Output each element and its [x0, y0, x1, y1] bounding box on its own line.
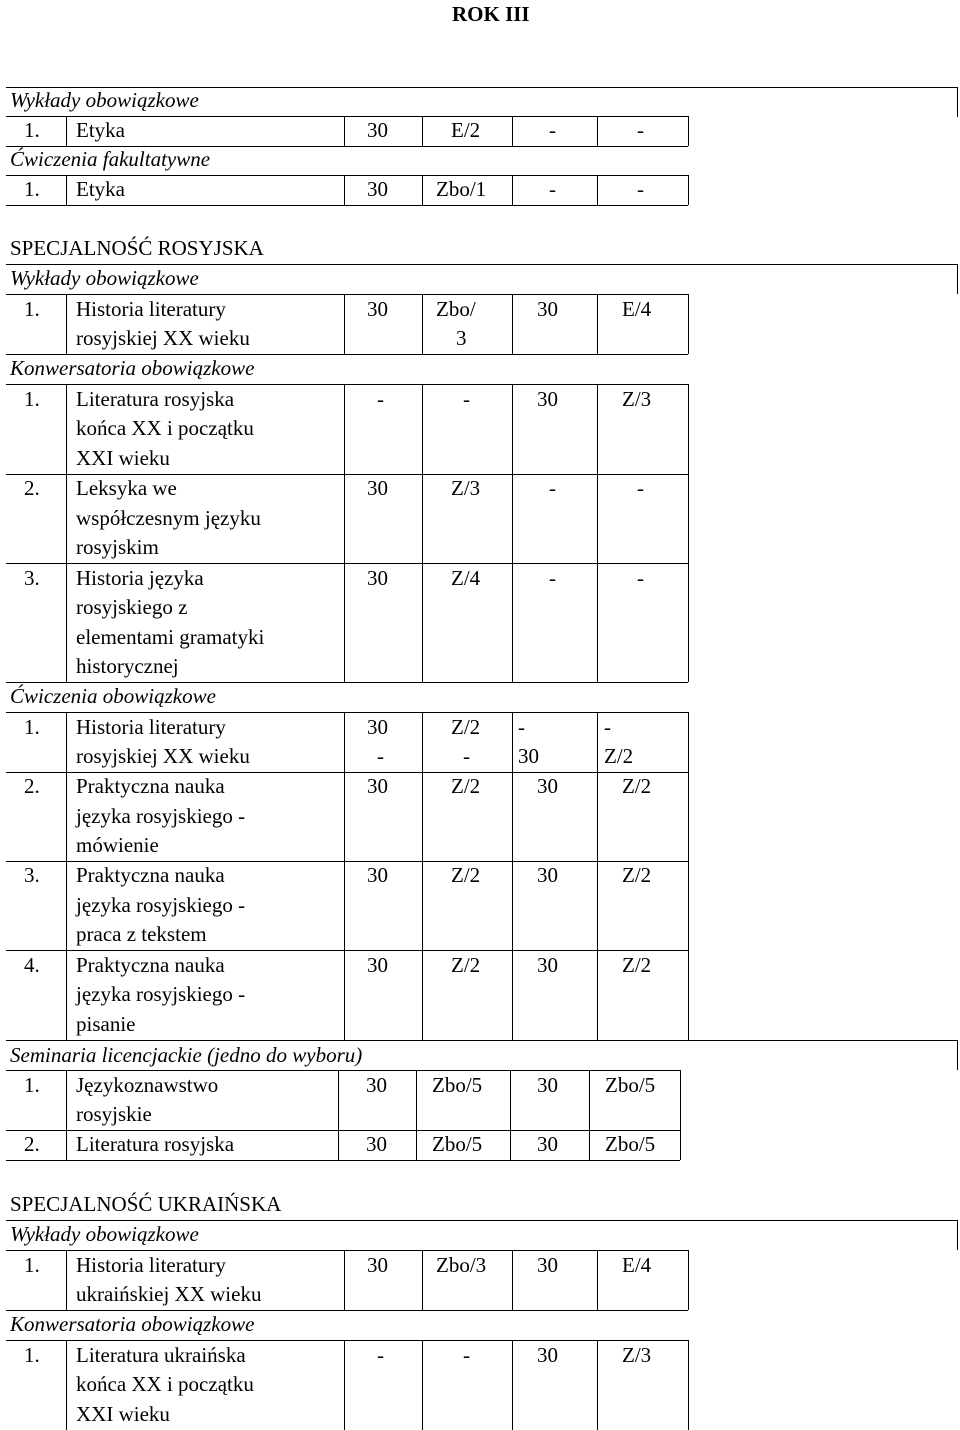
- divider: [66, 175, 67, 205]
- form-cell: -: [637, 177, 644, 201]
- hours-cell: -: [549, 476, 556, 500]
- specialization-heading: SPECJALNOŚĆ ROSYJSKA: [10, 236, 264, 260]
- hours-cell: 30: [367, 118, 388, 142]
- row-number: 3.: [24, 863, 40, 887]
- form-cell: Zbo/3: [436, 1253, 487, 1277]
- course-name: praca z tekstem: [76, 922, 207, 946]
- hours-cell: 30: [537, 297, 558, 321]
- hours-cell: -: [377, 744, 384, 768]
- course-name: Historia literatury: [76, 715, 226, 739]
- hours-cell: 30: [537, 953, 558, 977]
- course-name: języka rosyjskiego -: [76, 982, 246, 1006]
- hours-cell: 30: [518, 744, 539, 768]
- divider: [680, 1070, 681, 1160]
- form-cell: -: [604, 715, 611, 739]
- form-cell: Z/2: [622, 774, 652, 798]
- specialization-heading: SPECJALNOŚĆ UKRAIŃSKA: [10, 1192, 282, 1216]
- form-cell: Zbo/5: [432, 1073, 483, 1097]
- section-heading: Konwersatoria obowiązkowe: [10, 1312, 255, 1336]
- divider: [597, 116, 598, 146]
- form-cell: -: [637, 476, 644, 500]
- divider: [688, 1250, 689, 1310]
- hours-cell: 30: [366, 1073, 387, 1097]
- divider: [512, 1250, 513, 1310]
- course-name: mówienie: [76, 833, 159, 857]
- section-heading: Seminaria licencjackie (jedno do wyboru): [10, 1043, 363, 1067]
- form-cell: -: [463, 744, 470, 768]
- hours-cell: -: [549, 566, 556, 590]
- divider: [688, 384, 689, 682]
- course-name: rosyjskiej XX wieku: [76, 326, 250, 350]
- divider: [344, 712, 345, 1040]
- divider: [957, 1220, 958, 1250]
- row-number: 1.: [24, 715, 40, 739]
- hours-cell: -: [377, 387, 384, 411]
- divider: [688, 294, 689, 354]
- course-name: Etyka: [76, 118, 125, 142]
- course-name: Praktyczna nauka: [76, 774, 225, 798]
- course-name: Historia języka: [76, 566, 204, 590]
- divider: [422, 1340, 423, 1430]
- hours-cell: 30: [367, 1253, 388, 1277]
- divider: [688, 116, 689, 146]
- section-heading: Ćwiczenia fakultatywne: [10, 147, 211, 171]
- section-heading: Ćwiczenia obowiązkowe: [10, 684, 216, 708]
- form-cell: E/4: [622, 297, 652, 321]
- hours-cell: 30: [537, 1073, 558, 1097]
- divider: [597, 1340, 598, 1430]
- course-name: języka rosyjskiego -: [76, 804, 246, 828]
- course-name: Językoznawstwo: [76, 1073, 219, 1097]
- hours-cell: 30: [367, 476, 388, 500]
- divider: [66, 1250, 67, 1310]
- divider: [344, 294, 345, 354]
- row-number: 2.: [24, 774, 40, 798]
- divider: [422, 294, 423, 354]
- course-name: Historia literatury: [76, 297, 226, 321]
- course-name: XXI wieku: [76, 446, 170, 470]
- divider: [597, 294, 598, 354]
- hours-cell: 30: [537, 863, 558, 887]
- course-name: XXI wieku: [76, 1402, 170, 1426]
- divider: [597, 1250, 598, 1310]
- hours-cell: 30: [537, 774, 558, 798]
- form-cell: Z/2: [622, 953, 652, 977]
- divider: [6, 205, 688, 206]
- course-name: historycznej: [76, 654, 179, 678]
- hours-cell: 30: [367, 953, 388, 977]
- divider: [66, 116, 67, 146]
- row-number: 1.: [24, 1343, 40, 1367]
- course-name: Praktyczna nauka: [76, 863, 225, 887]
- form-cell: -: [463, 387, 470, 411]
- row-number: 1.: [24, 1253, 40, 1277]
- divider: [512, 384, 513, 682]
- divider: [422, 712, 423, 1040]
- divider: [66, 384, 67, 682]
- course-name: rosyjskiego z: [76, 595, 188, 619]
- course-name: Literatura rosyjska: [76, 387, 235, 411]
- hours-cell: 30: [537, 387, 558, 411]
- form-cell: Zbo/: [436, 297, 476, 321]
- hours-cell: 30: [537, 1253, 558, 1277]
- divider: [589, 1070, 590, 1160]
- divider: [688, 175, 689, 205]
- divider: [344, 175, 345, 205]
- row-number: 1.: [24, 118, 40, 142]
- divider: [422, 175, 423, 205]
- form-cell: Z/2: [451, 953, 481, 977]
- form-cell: Z/3: [451, 476, 481, 500]
- divider: [344, 116, 345, 146]
- form-cell: E/4: [622, 1253, 652, 1277]
- course-name: Etyka: [76, 177, 125, 201]
- hours-cell: -: [549, 177, 556, 201]
- course-name: rosyjskie: [76, 1102, 152, 1126]
- form-cell: Z/2: [451, 774, 481, 798]
- divider: [957, 1040, 958, 1070]
- page-title: ROK III: [452, 2, 530, 26]
- divider: [416, 1070, 417, 1160]
- row-number: 2.: [24, 476, 40, 500]
- course-name: Historia literatury: [76, 1253, 226, 1277]
- divider: [512, 175, 513, 205]
- divider: [344, 1250, 345, 1310]
- section-heading: Wykłady obowiązkowe: [10, 266, 199, 290]
- form-cell: Zbo/5: [605, 1073, 656, 1097]
- form-cell: Zbo/1: [436, 177, 487, 201]
- form-cell: Z/2: [604, 744, 634, 768]
- row-number: 4.: [24, 953, 40, 977]
- form-cell: 3: [456, 326, 467, 350]
- divider: [66, 1070, 67, 1160]
- form-cell: Zbo/5: [432, 1132, 483, 1156]
- course-name: rosyjskim: [76, 535, 159, 559]
- course-name: Praktyczna nauka: [76, 953, 225, 977]
- divider: [597, 712, 598, 1040]
- hours-cell: 30: [537, 1132, 558, 1156]
- course-name: Leksyka we: [76, 476, 177, 500]
- divider: [957, 87, 958, 117]
- course-name: Literatura rosyjska: [76, 1132, 235, 1156]
- course-name: Literatura ukraińska: [76, 1343, 246, 1367]
- row-number: 1.: [24, 177, 40, 201]
- divider: [66, 712, 67, 1040]
- section-heading: Konwersatoria obowiązkowe: [10, 356, 255, 380]
- row-number: 1.: [24, 1073, 40, 1097]
- form-cell: Z/4: [451, 566, 481, 590]
- divider: [422, 1250, 423, 1310]
- form-cell: Z/3: [622, 387, 652, 411]
- divider: [512, 1340, 513, 1430]
- divider: [344, 384, 345, 682]
- divider: [597, 384, 598, 682]
- divider: [957, 264, 958, 294]
- divider: [422, 116, 423, 146]
- divider: [688, 1340, 689, 1430]
- course-name: końca XX i początku: [76, 416, 254, 440]
- hours-cell: -: [549, 118, 556, 142]
- form-cell: E/2: [451, 118, 481, 142]
- course-name: elementami gramatyki: [76, 625, 265, 649]
- form-cell: Z/2: [451, 863, 481, 887]
- divider: [512, 116, 513, 146]
- divider: [338, 1070, 339, 1160]
- divider: [512, 712, 513, 1040]
- course-name: języka rosyjskiego -: [76, 893, 246, 917]
- divider: [510, 1070, 511, 1160]
- course-name: ukraińskiej XX wieku: [76, 1282, 262, 1306]
- form-cell: Z/3: [622, 1343, 652, 1367]
- divider: [66, 294, 67, 354]
- divider: [344, 1340, 345, 1430]
- hours-cell: -: [377, 1343, 384, 1367]
- course-name: rosyjskiej XX wieku: [76, 744, 250, 768]
- course-name: pisanie: [76, 1012, 136, 1036]
- form-cell: -: [637, 566, 644, 590]
- course-name: współczesnym języku: [76, 506, 261, 530]
- hours-cell: 30: [367, 177, 388, 201]
- hours-cell: 30: [537, 1343, 558, 1367]
- divider: [688, 712, 689, 1040]
- divider: [6, 1160, 680, 1161]
- hours-cell: 30: [367, 566, 388, 590]
- form-cell: Zbo/5: [605, 1132, 656, 1156]
- row-number: 2.: [24, 1132, 40, 1156]
- form-cell: -: [463, 1343, 470, 1367]
- hours-cell: 30: [366, 1132, 387, 1156]
- course-name: końca XX i początku: [76, 1372, 254, 1396]
- hours-cell: 30: [367, 715, 388, 739]
- hours-cell: -: [518, 715, 525, 739]
- form-cell: Z/2: [451, 715, 481, 739]
- form-cell: Z/2: [622, 863, 652, 887]
- section-heading: Wykłady obowiązkowe: [10, 88, 199, 112]
- row-number: 1.: [24, 387, 40, 411]
- divider: [512, 294, 513, 354]
- row-number: 3.: [24, 566, 40, 590]
- hours-cell: 30: [367, 297, 388, 321]
- row-number: 1.: [24, 297, 40, 321]
- section-heading: Wykłady obowiązkowe: [10, 1222, 199, 1246]
- divider: [422, 384, 423, 682]
- form-cell: -: [637, 118, 644, 142]
- divider: [597, 175, 598, 205]
- hours-cell: 30: [367, 774, 388, 798]
- divider: [66, 1340, 67, 1430]
- hours-cell: 30: [367, 863, 388, 887]
